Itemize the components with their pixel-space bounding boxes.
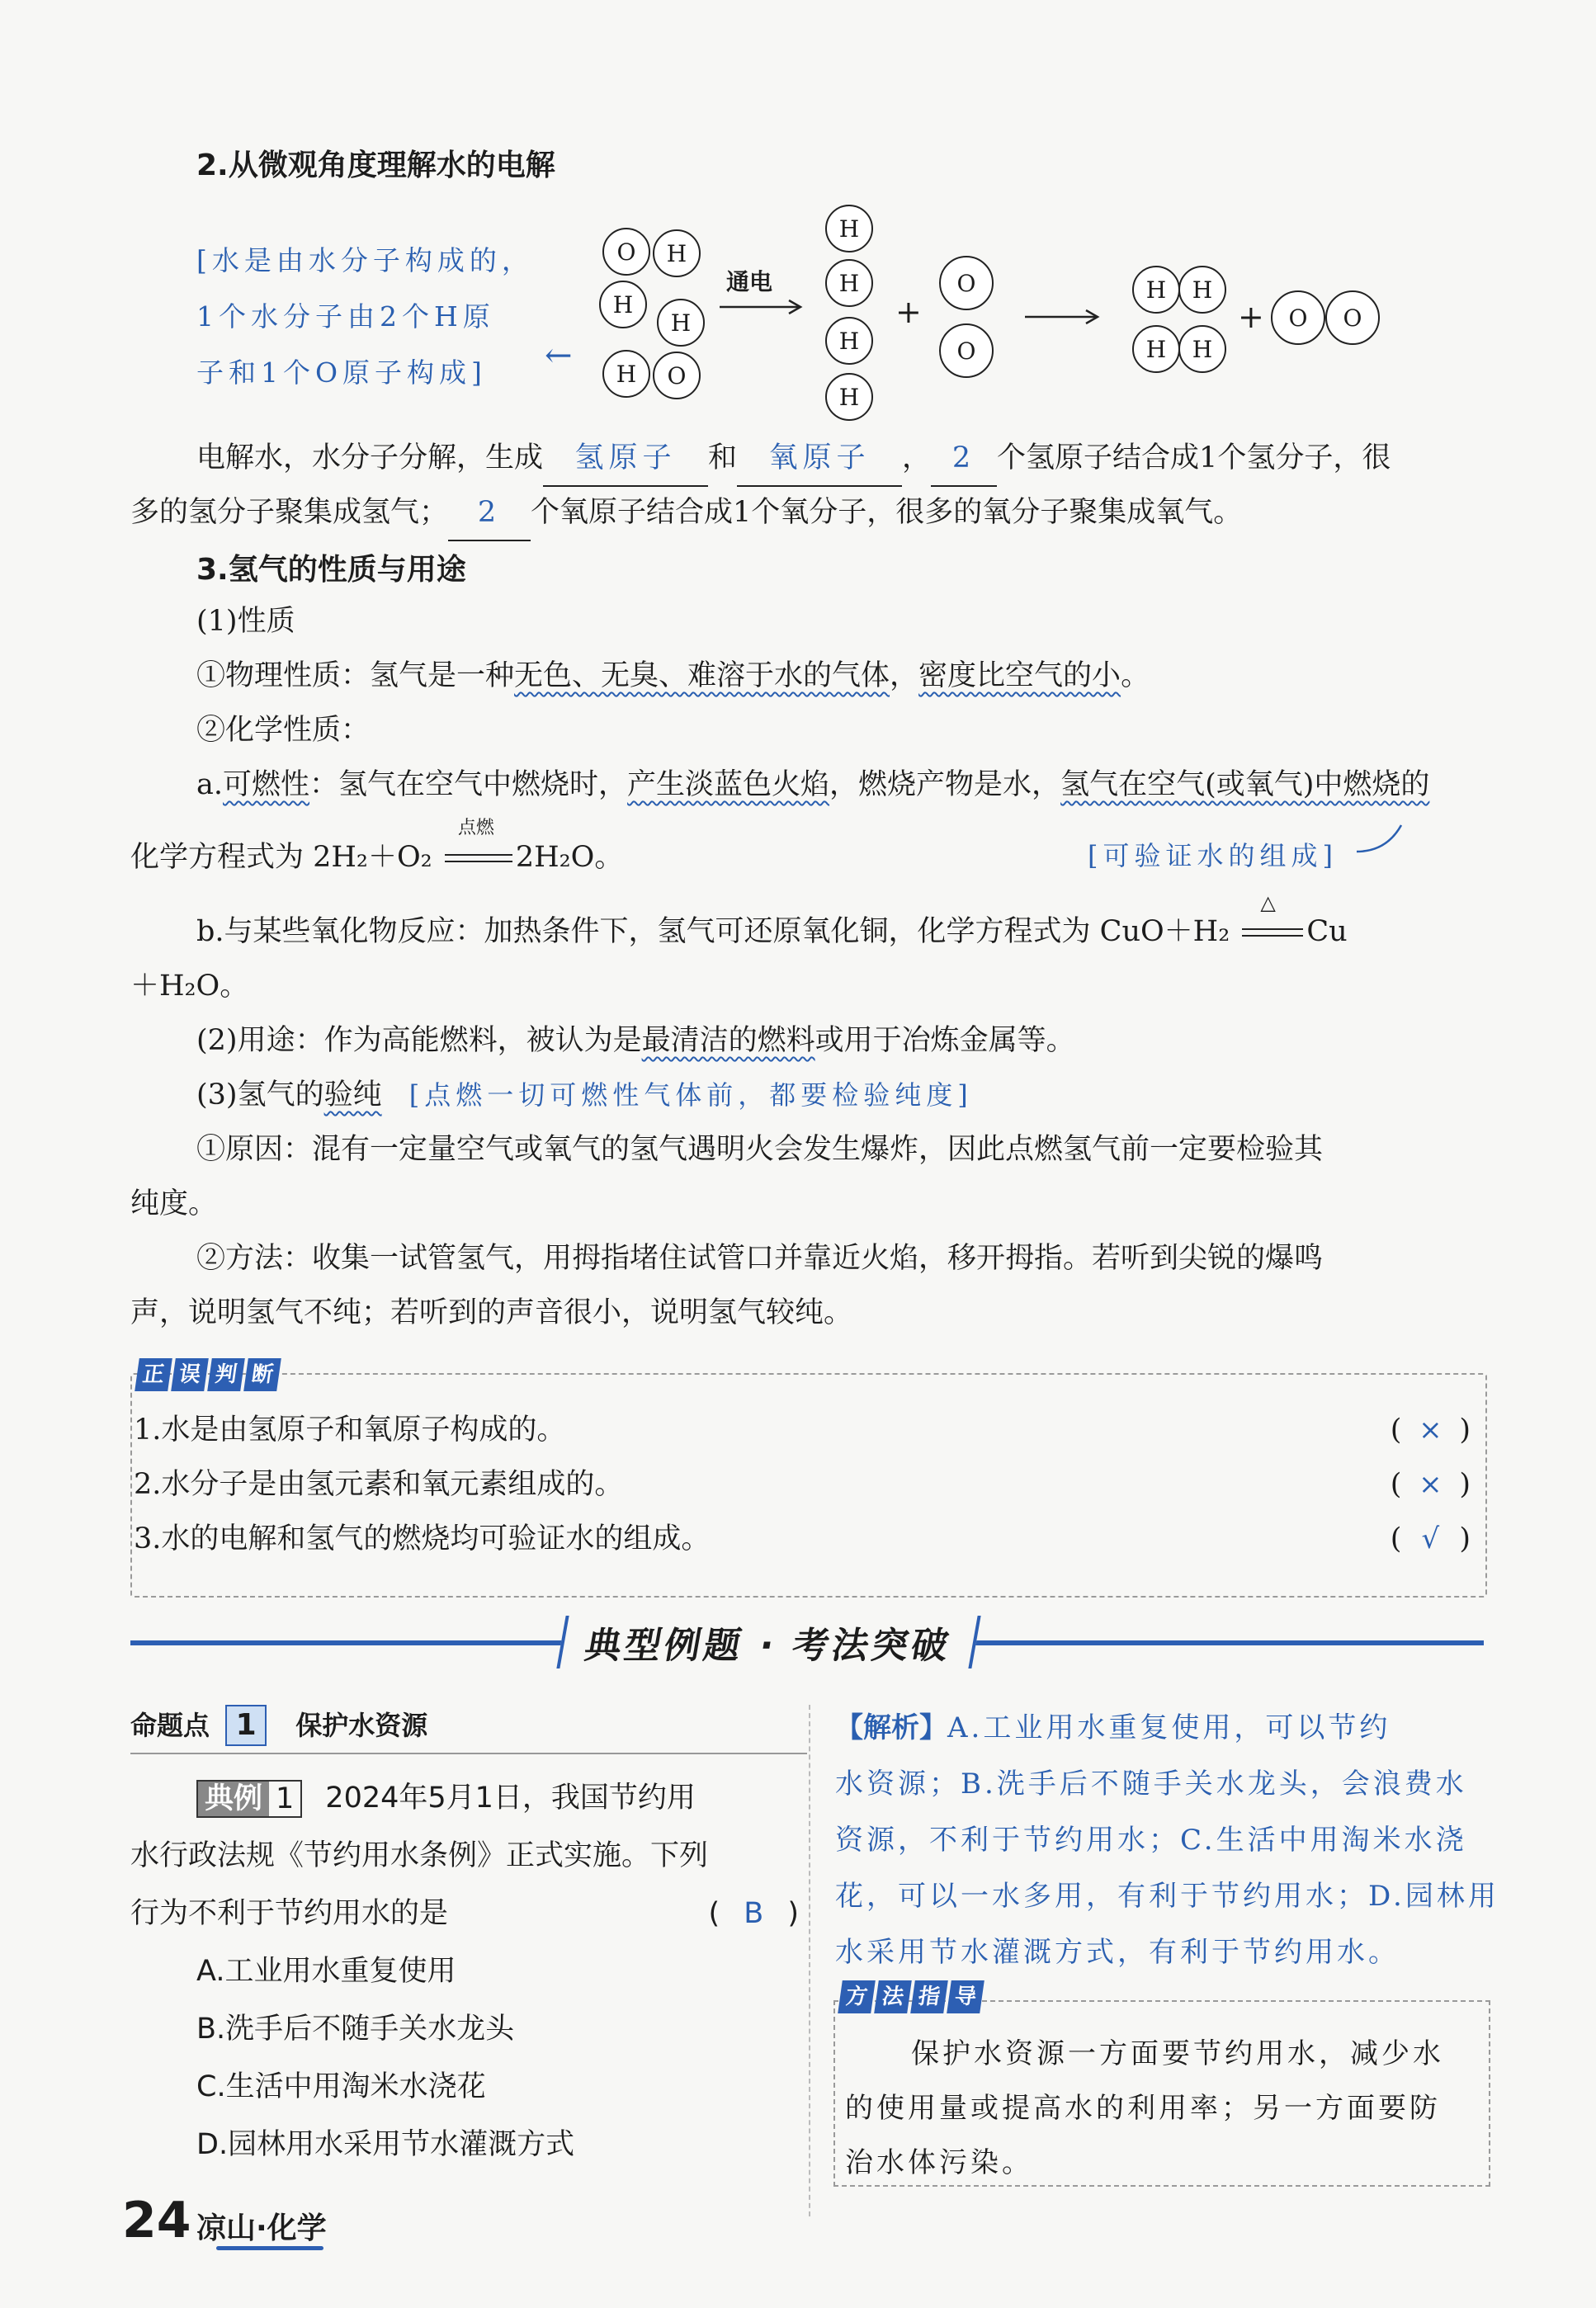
- option-c: C.生活中用淘米水浇花: [196, 2070, 486, 2103]
- margin-note-verify: [可验证水的组成]: [1088, 840, 1338, 871]
- combustion-equation: 化学方程式为 2H₂＋O₂ 点燃 2H₂O。: [130, 817, 624, 874]
- electrolysis-paragraph-line1: 电解水，水分子分解，生成 氢原子 和 氧原子 ， 2 个氢原子结合成1个氢分子，很: [196, 431, 1391, 487]
- molecule-note-line: 1个水分子由2个H原: [196, 300, 495, 333]
- margin-note-purity: [点燃一切可燃性气体前，都要检验纯度]: [408, 1079, 973, 1111]
- arrow-right-icon: [718, 297, 809, 317]
- uses-line: (2)用途：作为高能燃料，被认为是最清洁的燃料或用于冶炼金属等。: [196, 1024, 1075, 1057]
- reason-line1: ①原因：混有一定量空气或氧气的氢气遇明火会发生爆炸，因此点燃氢气前一定要检验其: [196, 1133, 1324, 1166]
- example-tag: 典例 1: [196, 1780, 302, 1818]
- atom-h: H: [599, 281, 647, 328]
- answer-blank: 2: [448, 485, 531, 541]
- reduction-line2: ＋H₂O。: [130, 970, 249, 1003]
- atom-h: H: [657, 299, 705, 347]
- reaction-condition: 点燃: [441, 842, 516, 876]
- option-d: D.园林用水采用节水灌溉方式: [196, 2128, 575, 2161]
- atom-o: O: [1325, 290, 1380, 345]
- answer-paren: ( × ): [1390, 1414, 1471, 1447]
- analysis-block: 【解析】A.工业用水重复使用，可以节约 水资源；B.洗手后不随手关水龙头，会浪费水 资源，不利于节约用水；C.生活中用淘米水浇 花，可以一水多用，有利于节约用水；D.园林用 水采用节水灌溉方式，有利于节约用水。: [835, 1711, 1499, 1969]
- atom-h: H: [1132, 325, 1180, 373]
- answer-paren: ( B ): [708, 1897, 799, 1930]
- judgement-item: 1.水是由氢原子和氧原子构成的。 ( × ): [134, 1403, 1471, 1457]
- combustibility-line1: a.可燃性：氢气在空气中燃烧时，产生淡蓝色火焰，燃烧产物是水，氢气在空气(或氧气)中燃烧的: [196, 768, 1430, 801]
- atom-h: H: [1132, 266, 1180, 314]
- column-divider: [809, 1705, 810, 2216]
- electrolysis-paragraph-line2: 多的氢分子聚集成氢气； 2 个氧原子结合成1个氧分子，很多的氧分子聚集成氧气。: [130, 485, 1242, 541]
- section-title-electrolysis: 2.从微观角度理解水的电解: [196, 149, 555, 182]
- atom-h: H: [825, 373, 873, 421]
- plus-sign: +: [1238, 299, 1264, 335]
- atom-h: H: [602, 350, 650, 398]
- atom-h: H: [825, 317, 873, 365]
- method-line2: 声，说明氢气不纯；若听到的声音很小，说明氢气较纯。: [130, 1296, 853, 1329]
- answer-blank: 2: [931, 431, 997, 487]
- judgement-item: 3.水的电解和氢气的燃烧均可验证水的组成。 ( √ ): [134, 1512, 1471, 1566]
- page-number: 24: [122, 2192, 191, 2249]
- annotation-curve-icon: [1353, 819, 1411, 860]
- atom-h: H: [825, 205, 873, 253]
- answer-blank: 氧原子: [737, 431, 902, 487]
- example-line2: 水行政法规《节约用水条例》正式实施。下列: [130, 1839, 709, 1872]
- method-text: 保护水资源一方面要节约用水，减少水 的使用量或提高水的利用率；另一方面要防 治水体污染。: [845, 2037, 1444, 2179]
- electrolysis-label: 通电: [726, 268, 773, 295]
- chemical-properties-heading: ②化学性质：: [196, 714, 371, 747]
- judgement-item: 2.水分子是由氢元素和氧元素组成的。 ( × ): [134, 1457, 1471, 1512]
- molecule-note-line: [水是由水分子构成的，: [196, 244, 534, 276]
- atom-h: H: [1178, 325, 1226, 373]
- note-arrow: ←: [545, 337, 573, 375]
- answer-paren: ( × ): [1390, 1468, 1471, 1501]
- option-a: A.工业用水重复使用: [196, 1955, 456, 1988]
- section-banner: 典型例题 · 考法突破: [556, 1616, 981, 1668]
- reaction-condition: △: [1239, 917, 1306, 950]
- answer-blank: 氢原子: [543, 431, 708, 487]
- judgement-tag: 正 误 判 断: [137, 1358, 282, 1391]
- section-title-hydrogen: 3.氢气的性质与用途: [196, 553, 466, 587]
- method-tag: 方 法 指 导: [840, 1980, 985, 2013]
- example-line3: 行为不利于节约用水的是 ( B ): [130, 1886, 799, 1941]
- atom-o: O: [939, 256, 994, 310]
- example-line1: 典例 1 2024年5月1日，我国节约用: [196, 1771, 696, 1825]
- topic-number: 1: [225, 1705, 267, 1746]
- plus-sign: +: [895, 294, 922, 330]
- atom-h: H: [825, 259, 873, 307]
- atom-h: H: [653, 229, 701, 277]
- molecule-note-line: 子和1个O原子构成]: [196, 356, 487, 389]
- reduction-line1: b.与某些氧化物反应：加热条件下，氢气可还原氧化铜，化学方程式为 CuO＋H₂ △ Cu: [196, 890, 1348, 948]
- answer-paren: ( √ ): [1390, 1522, 1471, 1555]
- topic-header: 命题点 1 保护水资源: [130, 1705, 807, 1754]
- method-line1: ②方法：收集一试管氢气，用拇指堵住试管口并靠近火焰，移开拇指。若听到尖锐的爆鸣: [196, 1242, 1324, 1275]
- atom-o: O: [653, 352, 701, 399]
- atom-h: H: [1178, 266, 1226, 314]
- arrow-right-icon: [1023, 307, 1106, 327]
- subheading-properties: (1)性质: [196, 605, 295, 638]
- atom-o: O: [1271, 290, 1325, 345]
- analysis-label: 【解析】: [835, 1711, 947, 1744]
- atom-o: O: [939, 323, 994, 378]
- footer-text: 凉山·化学: [196, 2211, 327, 2245]
- atom-o: O: [602, 228, 650, 276]
- physical-properties: ①物理性质：氢气是一种无色、无臭、难溶于水的气体，密度比空气的小。: [196, 659, 1150, 692]
- option-b: B.洗手后不随手关水龙头: [196, 2013, 515, 2046]
- reason-line2: 纯度。: [130, 1187, 218, 1220]
- purity-check-line: (3)氢气的验纯 [点燃一切可燃性气体前，都要检验纯度]: [196, 1078, 973, 1112]
- molecule-note: [196, 233, 534, 401]
- footer-accent: [216, 2246, 323, 2250]
